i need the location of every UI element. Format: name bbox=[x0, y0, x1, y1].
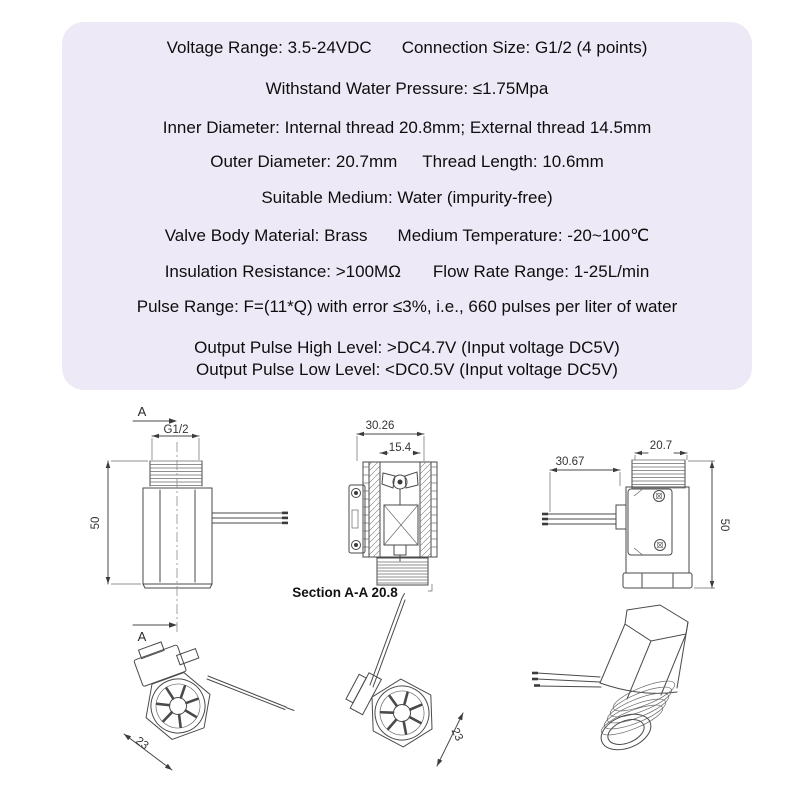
spec-flow-rate: Flow Rate Range: 1-25L/min bbox=[432, 262, 650, 281]
spec-thread-length: Thread Length: 10.6mm bbox=[422, 152, 604, 171]
turbine-rotor-section bbox=[382, 472, 418, 561]
length-dimension: 30.67 bbox=[555, 456, 585, 468]
spec-connection-size: Connection Size: G1/2 (4 points) bbox=[401, 38, 648, 57]
spec-line-1 bbox=[62, 38, 752, 57]
spec-suitable-medium: Suitable Medium: Water (impurity-free) bbox=[261, 188, 553, 207]
spec-outer-diameter: Outer Diameter: 20.7mm bbox=[210, 152, 398, 171]
drawing-isometric-view bbox=[525, 593, 775, 763]
sensor-wires bbox=[207, 676, 294, 711]
spec-line-9 bbox=[62, 338, 752, 357]
spec-pulse-low-level: Output Pulse Low Level: <DC0.5V (Input voltage DC5V) bbox=[196, 360, 618, 379]
spec-inner-diameter: Inner Diameter: Internal thread 20.8mm; External thread 14.5mm bbox=[162, 118, 652, 137]
spec-water-pressure: Withstand Water Pressure: ≤1.75Mpa bbox=[265, 79, 549, 98]
spec-line-2 bbox=[62, 79, 752, 98]
size-dimension: 23 bbox=[448, 726, 465, 744]
bottom-threads bbox=[377, 558, 428, 585]
drawing-tilted-front-left bbox=[110, 640, 310, 790]
sensor-wires bbox=[532, 672, 601, 687]
section-label-top: A bbox=[137, 404, 147, 419]
spec-line-8 bbox=[62, 297, 752, 316]
drawing-front-view bbox=[85, 398, 305, 643]
size-dimension: 23 bbox=[133, 734, 151, 753]
section-label-bottom: A bbox=[137, 629, 147, 643]
drawing-section-view bbox=[285, 405, 480, 605]
height-dimension: 50 bbox=[90, 516, 102, 530]
drawing-tilted-front-middle bbox=[340, 592, 500, 782]
spec-body-material: Valve Body Material: Brass bbox=[164, 226, 368, 245]
turbine-face bbox=[340, 661, 446, 755]
inner-width-dimension: 15.4 bbox=[388, 442, 412, 454]
spec-line-10 bbox=[62, 360, 752, 379]
valve-body bbox=[143, 488, 212, 588]
height-dimension: 50 bbox=[718, 518, 730, 532]
spec-pulse-high-level: Output Pulse High Level: >DC4.7V (Input voltage DC5V) bbox=[194, 338, 620, 357]
thread-diameter-dimension: 20.7 bbox=[649, 440, 673, 452]
spec-insulation-resistance: Insulation Resistance: >100MΩ bbox=[164, 262, 401, 281]
thread-hatching bbox=[150, 461, 202, 486]
thread-hatching bbox=[632, 460, 685, 488]
spec-line-4 bbox=[62, 152, 752, 171]
spec-line-6 bbox=[62, 226, 752, 245]
sensor-wires bbox=[370, 594, 405, 688]
spec-pulse-range: Pulse Range: F=(11*Q) with error ≤3%, i.e., 660 pulses per liter of water bbox=[136, 297, 678, 316]
spec-line-5 bbox=[62, 188, 752, 207]
section-caption: Section A-A 20.8 bbox=[292, 585, 398, 600]
spec-voltage-range: Voltage Range: 3.5-24VDC bbox=[166, 38, 372, 57]
spec-line-3 bbox=[62, 118, 752, 137]
sensor-wires bbox=[542, 513, 616, 526]
spec-line-7 bbox=[62, 262, 752, 281]
spec-medium-temperature: Medium Temperature: -20~100℃ bbox=[397, 226, 650, 245]
thread-end bbox=[596, 675, 678, 756]
spec-panel bbox=[62, 22, 752, 390]
valve-body bbox=[616, 487, 692, 588]
thread-size-label: G1/2 bbox=[163, 424, 189, 436]
sensor-wires bbox=[212, 512, 288, 525]
outer-width-dimension: 30.26 bbox=[365, 420, 395, 432]
section-body bbox=[363, 462, 437, 557]
turbine-face bbox=[123, 640, 221, 745]
